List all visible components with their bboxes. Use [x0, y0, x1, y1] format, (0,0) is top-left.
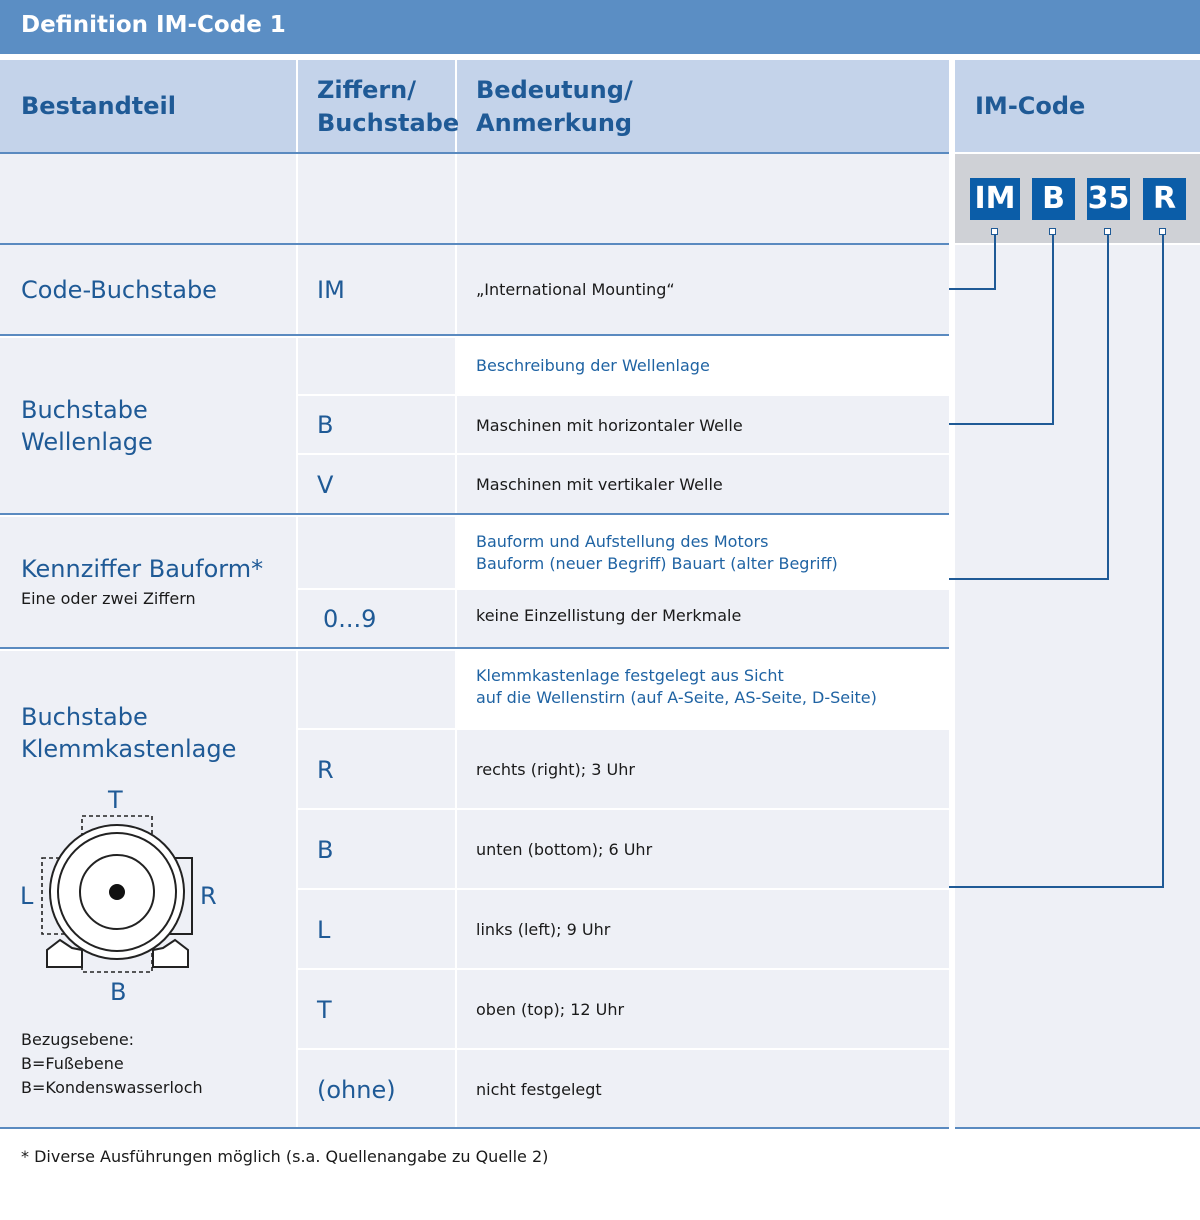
shaft-dot: [109, 884, 125, 900]
form-subtitle: Bauform und Aufstellung des Motors Bauform (neuer Begriff) Bauart (alter Begriff): [476, 532, 838, 573]
diagram-label-right: R: [200, 882, 217, 910]
desc-unspecified: nicht festgelegt: [476, 1080, 602, 1099]
spacer-row: [0, 154, 949, 243]
label-terminal: Buchstabe Klemmkastenlage: [21, 703, 237, 763]
sublabel-form: Eine oder zwei Ziffern: [21, 589, 196, 608]
diagram-label-top: T: [108, 786, 123, 814]
page-title: Definition IM-Code 1: [21, 12, 286, 38]
code-box-b: B: [1032, 178, 1075, 220]
desc-international-mounting: „International Mounting“: [476, 280, 675, 299]
value-b-terminal: B: [317, 836, 334, 864]
terminal-subtitle: Klemmkastenlage festgelegt aus Sicht auf die Wellenstirn (auf A-Seite, AS-Seite, D-Seite): [476, 666, 877, 707]
diagram-label-left: L: [20, 882, 34, 910]
reference-plane-note: Bezugsebene: B=Fußebene B=Kondenswasserloch: [21, 1030, 203, 1097]
value-t: T: [317, 996, 332, 1024]
desc-bottom: unten (bottom); 6 Uhr: [476, 840, 653, 859]
label-code-letter: Code-Buchstabe: [21, 276, 217, 304]
desc-left: links (left); 9 Uhr: [476, 920, 611, 939]
code-box-35: 35: [1087, 178, 1130, 220]
label-form: Kennziffer Bauform*: [21, 555, 264, 583]
desc-horizontal-shaft: Maschinen mit horizontaler Welle: [476, 416, 743, 435]
desc-right: rechts (right); 3 Uhr: [476, 760, 635, 779]
shaft-subtitle: Beschreibung der Wellenlage: [476, 356, 710, 375]
header-meaning: Bedeutung/ Anmerkung: [476, 76, 633, 137]
desc-top: oben (top); 12 Uhr: [476, 1000, 625, 1019]
diagram-label-bottom: B: [110, 978, 127, 1006]
value-l: L: [317, 916, 331, 944]
value-b-shaft: B: [317, 411, 334, 439]
header-digits: Ziffern/ Buchstabe: [317, 76, 460, 137]
footnote: * Diverse Ausführungen möglich (s.a. Quellenangabe zu Quelle 2): [21, 1147, 549, 1166]
desc-no-listing: keine Einzellistung der Merkmale: [476, 606, 742, 625]
code-box-r: R: [1143, 178, 1186, 220]
value-r: R: [317, 756, 334, 784]
label-shaft: Buchstabe Wellenlage: [21, 396, 153, 456]
header-imcode: IM-Code: [975, 92, 1086, 120]
header-component: Bestandteil: [21, 92, 176, 120]
value-im: IM: [317, 276, 345, 304]
value-v-shaft: V: [317, 471, 334, 499]
code-box-im: IM: [970, 178, 1020, 220]
value-digits: 0...9: [323, 605, 377, 633]
value-none: (ohne): [317, 1076, 396, 1104]
desc-vertical-shaft: Maschinen mit vertikaler Welle: [476, 475, 723, 494]
